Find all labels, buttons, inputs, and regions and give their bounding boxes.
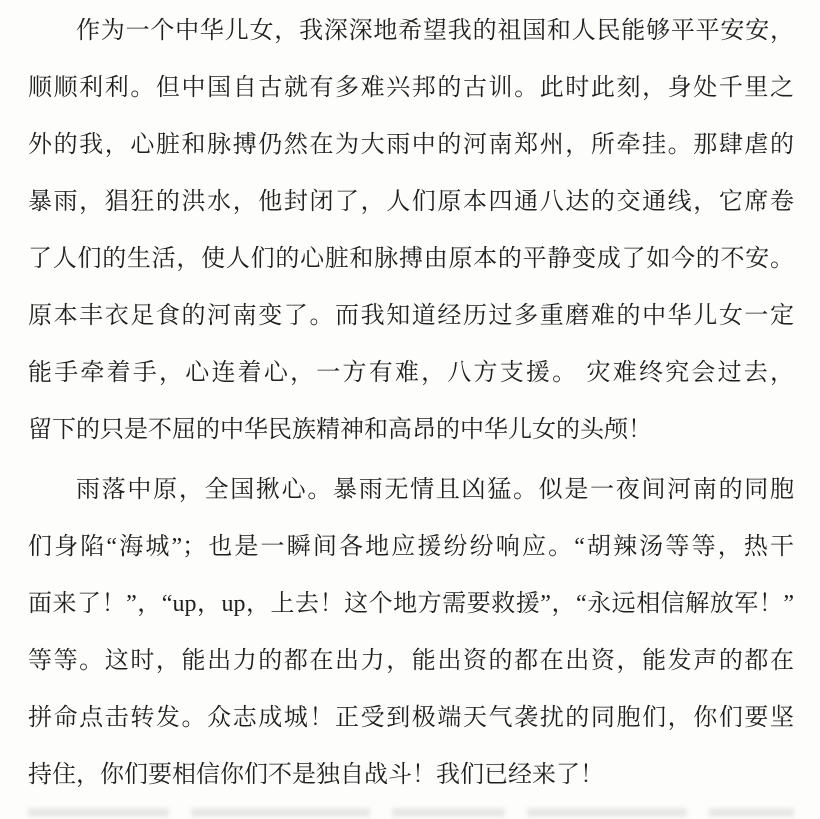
text-line: 等等。这时，能出力的都在出力，能出资的都在出资，能发声的都在: [28, 648, 794, 674]
text-line: 能手牵着手，心连着心，一方有难，八方支援。 灾难终究会过去，: [28, 360, 794, 386]
text-line: 雨落中原，全国揪心。暴雨无情且凶猛。似是一夜间河南的同胞: [76, 477, 794, 503]
text-line: 留下的只是不屈的中华民族精神和高昂的中华儿女的头颅！: [28, 417, 652, 443]
text-line: 作为一个中华儿女，我深深地希望我的祖国和人民能够平平安安，: [76, 18, 794, 44]
cutoff-smudge: [709, 808, 794, 817]
text-line: 们身陷“海城”；也是一瞬间各地应援纷纷响应。“胡辣汤等等，热干: [28, 534, 794, 560]
cutoff-smudge: [392, 808, 505, 817]
text-line: 暴雨，猖狂的洪水，他封闭了，人们原本四通八达的交通线，它席卷: [28, 189, 794, 215]
cutoff-smudge: [28, 808, 169, 817]
cutoff-smudge: [527, 808, 687, 817]
text-line: 外的我，心脏和脉搏仍然在为大雨中的河南郑州，所牵挂。那肆虐的: [28, 132, 794, 158]
text-line: 了人们的生活，使人们的心脏和脉搏由原本的平静变成了如今的不安。: [28, 246, 794, 272]
text-line: 持住，你们要相信你们不是独自战斗！我们已经来了！: [28, 762, 604, 788]
text-line: 面来了！”，“up，up，上去！这个地方需要救援”，“永远相信解放军！”: [28, 591, 794, 617]
partial-next-line-cutoff: [28, 808, 794, 817]
text-line: 顺顺利利。但中国自古就有多难兴邦的古训。此时此刻，身处千里之: [28, 75, 794, 101]
cutoff-smudge: [191, 808, 370, 817]
paragraph-1: [28, 3, 794, 459]
paragraph-2: [28, 462, 794, 804]
text-line: 原本丰衣足食的河南变了。而我知道经历过多重磨难的中华儿女一定: [28, 303, 794, 329]
text-line: 拼命点击转发。众志成城！正受到极端天气袭扰的同胞们，你们要坚: [28, 705, 794, 731]
